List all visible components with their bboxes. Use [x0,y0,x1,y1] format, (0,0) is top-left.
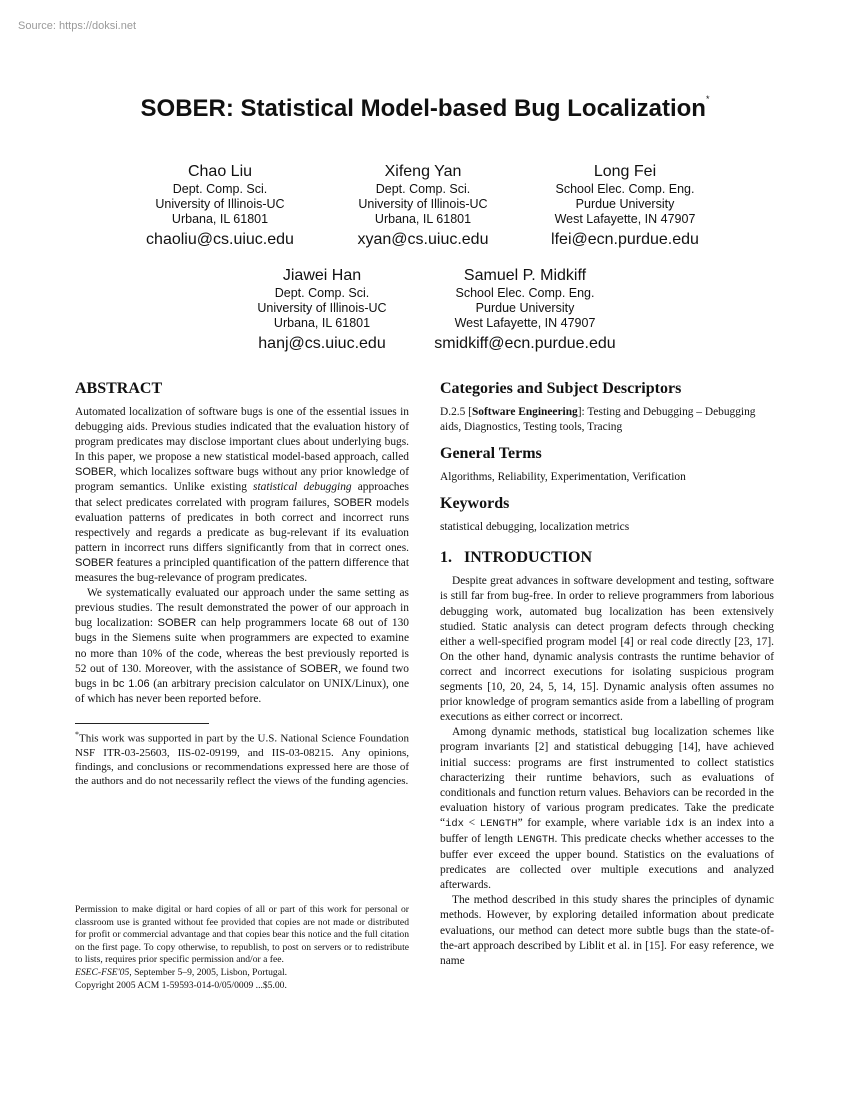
author-dept: School Elec. Comp. Eng. [455,286,595,300]
author-block [313,162,533,250]
sober-term: SOBER [75,556,114,569]
author-dept: Dept. Comp. Sci. [274,286,370,300]
author-dept: Dept. Comp. Sci. [375,182,471,196]
code-idx: idx [445,817,464,830]
footnote-rule [75,723,209,724]
title-text: SOBER: Statistical Model-based Bug Localization [140,95,706,122]
author-email[interactable]: chaoliu@cs.uiuc.edu [146,231,294,248]
author-block [515,162,735,250]
abstract-paragraph-1: Automated localization of software bugs is one of the essential issues in debugging aids. Previous studies indicated that the evaluation history of program predicates may disclose important clues about underlying bugs. In this paper, we propose a new statistical model-based approach, called SOBER, which localizes software bugs without any prior knowledge of program semantics. Unlike existing statistical debugging approaches that select predicates correlated with program failures, SOBER models evaluation patterns of predicates in both correct and incorrect runs respectively and regards a predicate as bug-relevant if its evaluation pattern in incorrect runs differs significantly from that in correct ones. SOBER features a principled quantification of the pattern difference that measures the bug-relevance of program predicates. [75,406,409,585]
source-watermark: Source: https://doksi.net [18,20,137,32]
author-city: Urbana, IL 61801 [273,316,371,330]
author-city: West Lafayette, IN 47907 [454,316,596,330]
code-length: LENGTH [516,833,555,846]
left-column [75,380,409,788]
author-email[interactable]: smidkiff@ecn.purdue.edu [434,335,616,352]
author-univ: Purdue University [475,301,575,315]
permission-notice [75,904,409,992]
venue-line: ESEC-FSE'05, September 5–9, 2005, Lisbon, Portugal. [75,966,288,978]
author-block [110,162,330,250]
general-terms-heading: General Terms [440,445,542,463]
paper-title [0,94,850,123]
abstract-heading: ABSTRACT [75,380,163,397]
copyright-line: Copyright 2005 ACM 1-59593-014-0/05/0009 ...$5.00. [75,979,287,991]
abstract-paragraph-2: We systematically evaluated our approach under the same setting as previous studies. The result demonstrated the power of our approach in bug localization: SOBER can help programmers locate 68 out of 130 bugs in the Siemens suite when programmers are expected to examine no more than 10% of the code, whereas the best previously reported is 52 out of 130. Moreover, with the assistance of SOBER, we found two bugs in bc 1.06 (an arbitrary precision calculator on UNIX/Linux), one of which has never been reported before. [75,587,409,705]
author-name: Xifeng Yan [384,163,462,180]
author-name: Jiawei Han [282,267,362,284]
title-footnote-mark: * [705,94,710,104]
author-name: Long Fei [593,163,657,180]
permission-text: Permission to make digital or hard copies of all or part of this work for personal or classroom use is granted without fee provided that copies are not made or distributed for profit or commercial advantage and that copies bear this notice and the full citation on the first page. To copy otherwise, to republish, to post on servers or to redistribute to lists, requires prior specific permission and/or a fee. [75,904,409,966]
author-univ: Purdue University [575,197,675,211]
author-email[interactable]: xyan@cs.uiuc.edu [357,231,489,248]
author-city: Urbana, IL 61801 [171,212,269,226]
intro-paragraph-3: The method described in this study shares the principles of dynamic methods. However, by exploring detailed information about predicate evaluations, our method can detect more subtle bugs than the state-of-the-art approach described by Liblit et al. in [15]. For easy reference, we name [440,894,774,967]
sober-term: SOBER [157,617,197,630]
author-univ: University of Illinois-UC [358,197,488,211]
general-terms-text: Algorithms, Reliability, Experimentation, Verification [440,471,686,484]
author-city: West Lafayette, IN 47907 [554,212,696,226]
author-univ: University of Illinois-UC [257,301,387,315]
code-length: LENGTH [479,817,518,830]
introduction-heading: 1. INTRODUCTION [440,549,593,567]
intro-paragraph-2: Among dynamic methods, statistical bug localization schemes like program invariants [2] and statistical debugging [14], have achieved initial success: programs are first instrumented to collect statistics characterizing their runtime behaviors, such as evaluations of conditionals and function return values. Behaviors can be recorded in the evaluation history of various program predicates. Take the predicate “idx < LENGTH” for example, where variable idx is an index into a buffer of length LENGTH. This predicate checks whether accesses to the buffer ever exceed the upper bound. Statistics on the evaluations of predicates are collected over multiple executions and analyzed afterwards. [440,726,775,892]
author-name: Samuel P. Midkiff [463,267,587,284]
intro-paragraph-1: Despite great advances in software development and testing, software is still far from bug-free. In order to relieve programmers from laborious debugging work, automated bug localization has been extensively studied. Static analysis can detect program defects through checking either a well-specified program model [4] or real code directly [23, 17]. On the other hand, dynamic analysis contrasts the runtime behavior of correct and incorrect executions for isolating suspicious program segments [10, 20, 24, 5, 14, 15]. Dynamic analysis often assumes no prior knowledge of program semantics aside from a labelling of program executions as either correct or incorrect. [440,575,774,724]
author-name: Chao Liu [187,163,253,180]
categories-heading: Categories and Subject Descriptors [440,380,682,397]
author-dept: Dept. Comp. Sci. [172,182,268,196]
right-column [440,380,774,969]
author-dept: School Elec. Comp. Eng. [555,182,695,196]
code-idx: idx [665,817,685,830]
author-block [212,266,432,354]
author-city: Urbana, IL 61801 [374,212,472,226]
author-email[interactable]: hanj@cs.uiuc.edu [258,335,386,352]
author-email[interactable]: lfei@ecn.purdue.edu [551,231,699,248]
sober-term: SOBER [75,466,114,479]
sober-term: SOBER [299,662,339,675]
keywords-text: statistical debugging, localization metrics [440,521,630,534]
author-univ: University of Illinois-UC [155,197,285,211]
categories-text: D.2.5 [Software Engineering]: Testing and Debugging – Debugging aids, Diagnostics, Testing tools, Tracing [440,406,756,434]
keywords-heading: Keywords [440,495,510,513]
funding-footnote: *This work was supported in part by the U.S. National Science Foundation NSF ITR-03-25603, IIS-02-09199, and IIS-03-08215. Any opinions, findings, and conclusions or recommendations expressed here are those of the authors and do not necessarily reflect the views of the funding agencies. [75,729,409,787]
author-block [415,266,635,354]
bc-term: bc 1.06 [112,677,150,690]
sober-term: SOBER [333,496,373,509]
